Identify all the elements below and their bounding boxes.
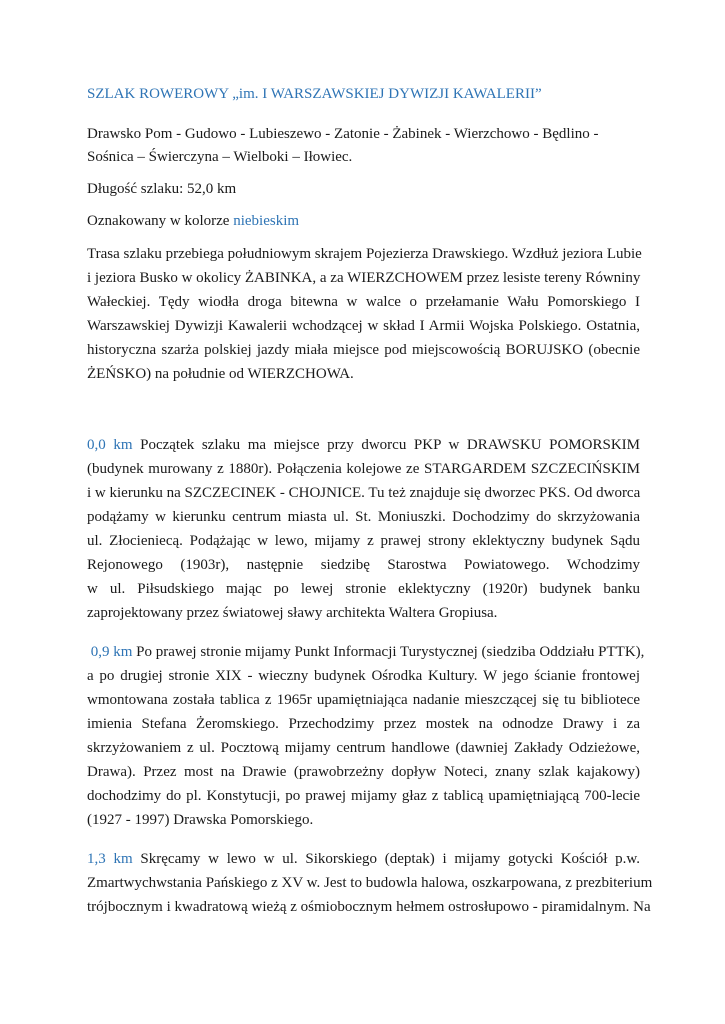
route-section-0-9km bbox=[87, 640, 645, 832]
route-section-0-0km bbox=[87, 433, 640, 625]
section-first-text: Po prawej stronie mijamy Punkt Informacji Turystycznej (siedziba Oddziału PTTK), bbox=[132, 644, 645, 660]
intro-line: Trasa szlaku przebiega południowym skrajem Pojezierza Drawskiego. Wzdłuż jeziora Lubie bbox=[87, 246, 642, 262]
marking-color-word: niebieskim bbox=[233, 213, 300, 229]
marking-prefix: Oznakowany w kolorze bbox=[87, 213, 234, 229]
section-line: imienia Stefana Żeromskiego. Przechodzimy przez mostek na odnodze Drawy i za bbox=[87, 716, 640, 732]
intro-line: Wałeckiej. Tędy wiodła droga bitewna w walce o przełamanie Wału Pomorskiego I bbox=[87, 294, 640, 310]
section-line: Zmartwychwstania Pańskiego z XV w. Jest to budowla halowa, oszkarpowana, z prezbiterium bbox=[87, 875, 653, 891]
section-line: (budynek murowany z 1880r). Połączenia kolejowe ze STARGARDEM SZCZECIŃSKIM bbox=[87, 461, 640, 477]
intro-paragraph bbox=[87, 242, 640, 386]
section-line: zaprojektowany przez światowej sławy architekta Waltera Gropiusa. bbox=[87, 605, 498, 621]
trail-title: SZLAK ROWEROWY „im. I WARSZAWSKIEJ DYWIZJI KAWALERII” bbox=[87, 86, 542, 102]
section-line: (1927 - 1997) Drawska Pomorskiego. bbox=[87, 812, 314, 828]
section-line: wmontowana została tablica z 1965r upamiętniająca nadanie mieszczącej się tu bibliotece bbox=[87, 692, 640, 708]
section-line: a po drugiej stronie XIX - wieczny budynek Ośrodka Kultury. W jego ścianie frontowej bbox=[87, 668, 640, 684]
section-line: w ul. Piłsudskiego mając po lewej stronie eklektyczny (1920r) budynek banku bbox=[87, 581, 640, 597]
intro-line: i jeziora Busko w okolicy ŻABINKA, a za WIERZCHOWEM przez lesiste tereny Równiny bbox=[87, 270, 641, 286]
intro-line: historyczna szarża polskiej jazdy miała miejsce pod miejscowością BORUJSKO (obecnie bbox=[87, 342, 640, 358]
route-section-1-3km bbox=[87, 847, 653, 919]
trail-length: Długość szlaku: 52,0 km bbox=[87, 181, 237, 197]
km-marker: 0,0 km bbox=[87, 437, 133, 453]
document-page bbox=[87, 82, 653, 934]
intro-line: ŻEŃSKO) na południe od WIERZCHOWA. bbox=[87, 366, 354, 382]
section-line: Drawa). Przez most na Drawie (prawobrzeżny dopływ Noteci, znany szlak kajakowy) bbox=[87, 764, 640, 780]
section-line: Rejonowego (1903r), następnie siedzibę Starostwa Powiatowego. Wchodzimy bbox=[87, 557, 640, 573]
km-marker: 1,3 km bbox=[87, 851, 133, 867]
spacer bbox=[87, 386, 640, 433]
section-first-line bbox=[87, 433, 640, 457]
route-description: Drawsko Pom - Gudowo - Lubieszewo - Zatonie - Żabinek - Wierzchowo - Będlino - Sośnica – Świerczyna – Wielboki – Iłowiec. bbox=[87, 126, 599, 165]
section-first-line bbox=[87, 640, 645, 664]
section-line: podążamy w kierunku centrum miasta ul. St. Moniuszki. Dochodzimy do skrzyżowania bbox=[87, 509, 640, 525]
section-line: skrzyżowaniem z ul. Pocztową mijamy centrum handlowe (dawniej Zakłady Odzieżowe, bbox=[87, 740, 640, 756]
section-first-text: Skręcamy w lewo w ul. Sikorskiego (deptak) i mijamy gotycki Kościół p.w. bbox=[132, 851, 640, 867]
section-line: ul. Złocieniecą. Podążając w lewo, mijamy z prawej strony eklektyczny budynek Sądu bbox=[87, 533, 640, 549]
section-line: dochodzimy do pl. Konstytucji, po prawej mijamy głaz z tablicą upamiętniającą 700-lecie bbox=[87, 788, 640, 804]
section-line: trójbocznym i kwadratową wieżą z ośmiobocznym hełmem ostrosłupowo - piramidalnym. Na bbox=[87, 899, 651, 915]
section-first-text: Początek szlaku ma miejsce przy dworcu PKP w DRAWSKU POMORSKIM bbox=[132, 437, 640, 453]
trail-marking bbox=[87, 210, 640, 233]
section-line: i w kierunku na SZCZECINEK - CHOJNICE. Tu też znajduje się dworzec PKS. Od dworca bbox=[87, 485, 641, 501]
km-marker: 0,9 km bbox=[90, 644, 133, 660]
intro-line: Warszawskiej Dywizji Kawalerii wchodzącej w skład I Armii Wojska Polskiego. Ostatnia, bbox=[87, 318, 640, 334]
section-first-line bbox=[87, 847, 640, 871]
